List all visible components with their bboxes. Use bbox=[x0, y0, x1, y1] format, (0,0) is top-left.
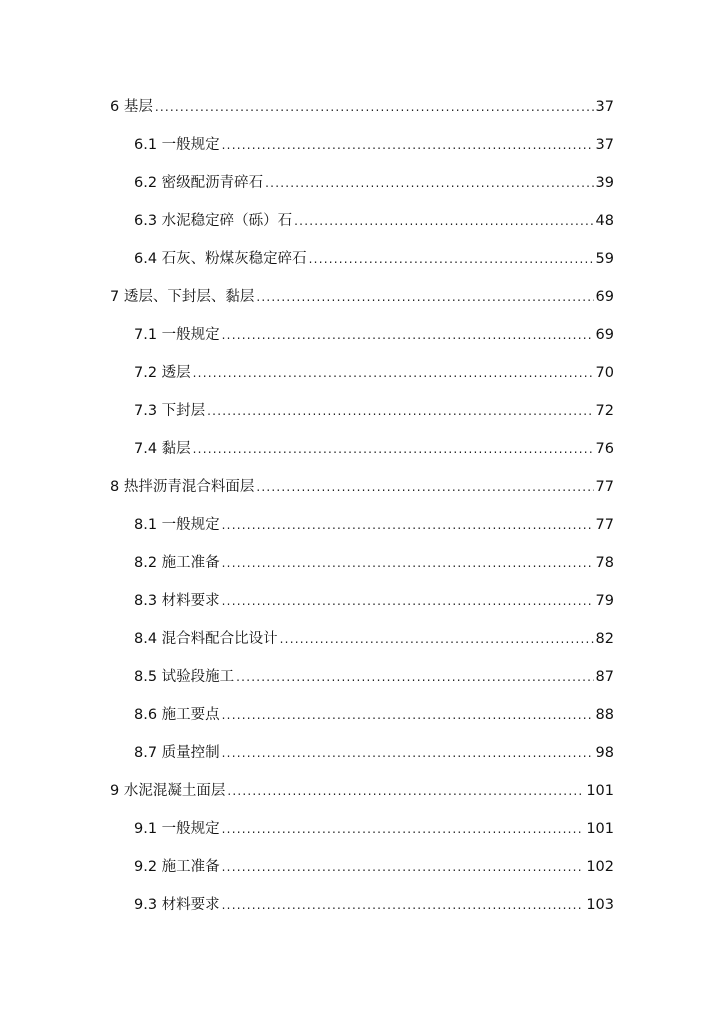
toc-entry-page-number: 78 bbox=[595, 555, 614, 571]
toc-entry-label: 8.7 质量控制 bbox=[134, 745, 220, 761]
toc-dot-leader bbox=[256, 278, 593, 316]
toc-entry-label: 7 透层、下封层、黏层 bbox=[110, 289, 255, 305]
toc-dot-leader bbox=[193, 354, 594, 392]
toc-entry bbox=[0, 506, 724, 544]
toc-entry-page-number: 82 bbox=[595, 631, 614, 647]
toc-entry bbox=[0, 430, 724, 468]
toc-entry bbox=[0, 658, 724, 696]
toc-dot-leader bbox=[222, 696, 594, 734]
toc-entry-page-number: 77 bbox=[595, 517, 614, 533]
toc-entry bbox=[0, 240, 724, 278]
toc-dot-leader bbox=[155, 88, 594, 126]
toc-entry-page-number: 72 bbox=[595, 403, 614, 419]
toc-entry-label: 8.4 混合料配合比设计 bbox=[134, 631, 278, 647]
toc-entry-label: 7.1 一般规定 bbox=[134, 327, 220, 343]
toc-entry-label: 8.6 施工要点 bbox=[134, 707, 220, 723]
toc-entry-label: 7.4 黏层 bbox=[134, 441, 191, 457]
toc-entry-label: 8 热拌沥青混合料面层 bbox=[110, 479, 255, 495]
toc-entry bbox=[0, 164, 724, 202]
toc-dot-leader bbox=[222, 544, 594, 582]
toc-entry-page-number: 69 bbox=[595, 327, 614, 343]
toc-entry-page-number: 103 bbox=[586, 897, 614, 913]
toc-dot-leader bbox=[222, 810, 585, 848]
toc-dot-leader bbox=[309, 240, 594, 278]
toc-entry-page-number: 98 bbox=[595, 745, 614, 761]
toc-entry bbox=[0, 620, 724, 658]
toc-entry-page-number: 37 bbox=[595, 137, 614, 153]
toc-entry bbox=[0, 202, 724, 240]
toc-entry bbox=[0, 316, 724, 354]
toc-dot-leader bbox=[222, 506, 594, 544]
toc-entry-label: 8.2 施工准备 bbox=[134, 555, 220, 571]
toc-entry-label: 9 水泥混凝土面层 bbox=[110, 783, 226, 799]
toc-entry-page-number: 48 bbox=[595, 213, 614, 229]
toc-entry bbox=[0, 848, 724, 886]
toc-entry-page-number: 101 bbox=[586, 821, 614, 837]
toc-entry bbox=[0, 354, 724, 392]
toc-entry bbox=[0, 772, 724, 810]
toc-entry-label: 6.2 密级配沥青碎石 bbox=[134, 175, 264, 191]
toc-entry-page-number: 69 bbox=[595, 289, 614, 305]
toc-entry-label: 7.3 下封层 bbox=[134, 403, 206, 419]
toc-entry-label: 6.4 石灰、粉煤灰稳定碎石 bbox=[134, 251, 307, 267]
toc-entry bbox=[0, 468, 724, 506]
toc-dot-leader bbox=[222, 886, 585, 924]
toc-entry bbox=[0, 810, 724, 848]
toc-entry-page-number: 59 bbox=[595, 251, 614, 267]
toc-entry-label: 9.2 施工准备 bbox=[134, 859, 220, 875]
toc-entry-label: 8.3 材料要求 bbox=[134, 593, 220, 609]
toc-dot-leader bbox=[256, 468, 593, 506]
toc-entry-page-number: 77 bbox=[595, 479, 614, 495]
toc-entry bbox=[0, 696, 724, 734]
toc-dot-leader bbox=[222, 126, 594, 164]
toc-dot-leader bbox=[222, 734, 594, 772]
toc-dot-leader bbox=[207, 392, 593, 430]
toc-entry-page-number: 87 bbox=[595, 669, 614, 685]
toc-entry-page-number: 76 bbox=[595, 441, 614, 457]
toc-dot-leader bbox=[265, 164, 593, 202]
toc-entry-label: 6.3 水泥稳定碎（砾）石 bbox=[134, 213, 293, 229]
toc-entry-page-number: 70 bbox=[595, 365, 614, 381]
table-of-contents bbox=[0, 88, 724, 924]
toc-entry-page-number: 37 bbox=[595, 99, 614, 115]
toc-entry-label: 9.3 材料要求 bbox=[134, 897, 220, 913]
toc-entry-label: 8.5 试验段施工 bbox=[134, 669, 235, 685]
toc-entry bbox=[0, 88, 724, 126]
toc-dot-leader bbox=[280, 620, 594, 658]
toc-entry-label: 6 基层 bbox=[110, 99, 153, 115]
toc-entry-label: 7.2 透层 bbox=[134, 365, 191, 381]
toc-entry-label: 9.1 一般规定 bbox=[134, 821, 220, 837]
toc-entry bbox=[0, 582, 724, 620]
toc-dot-leader bbox=[222, 582, 594, 620]
toc-dot-leader bbox=[193, 430, 594, 468]
toc-entry-page-number: 102 bbox=[586, 859, 614, 875]
toc-entry bbox=[0, 126, 724, 164]
toc-entry bbox=[0, 392, 724, 430]
toc-entry-page-number: 79 bbox=[595, 593, 614, 609]
toc-dot-leader bbox=[222, 316, 594, 354]
toc-dot-leader bbox=[236, 658, 593, 696]
toc-entry-page-number: 101 bbox=[586, 783, 614, 799]
toc-dot-leader bbox=[222, 848, 585, 886]
toc-entry-page-number: 39 bbox=[595, 175, 614, 191]
toc-entry bbox=[0, 544, 724, 582]
toc-entry-label: 8.1 一般规定 bbox=[134, 517, 220, 533]
toc-dot-leader bbox=[227, 772, 584, 810]
toc-entry-label: 6.1 一般规定 bbox=[134, 137, 220, 153]
toc-entry bbox=[0, 734, 724, 772]
toc-entry bbox=[0, 278, 724, 316]
toc-entry bbox=[0, 886, 724, 924]
toc-entry-page-number: 88 bbox=[595, 707, 614, 723]
toc-dot-leader bbox=[294, 202, 593, 240]
